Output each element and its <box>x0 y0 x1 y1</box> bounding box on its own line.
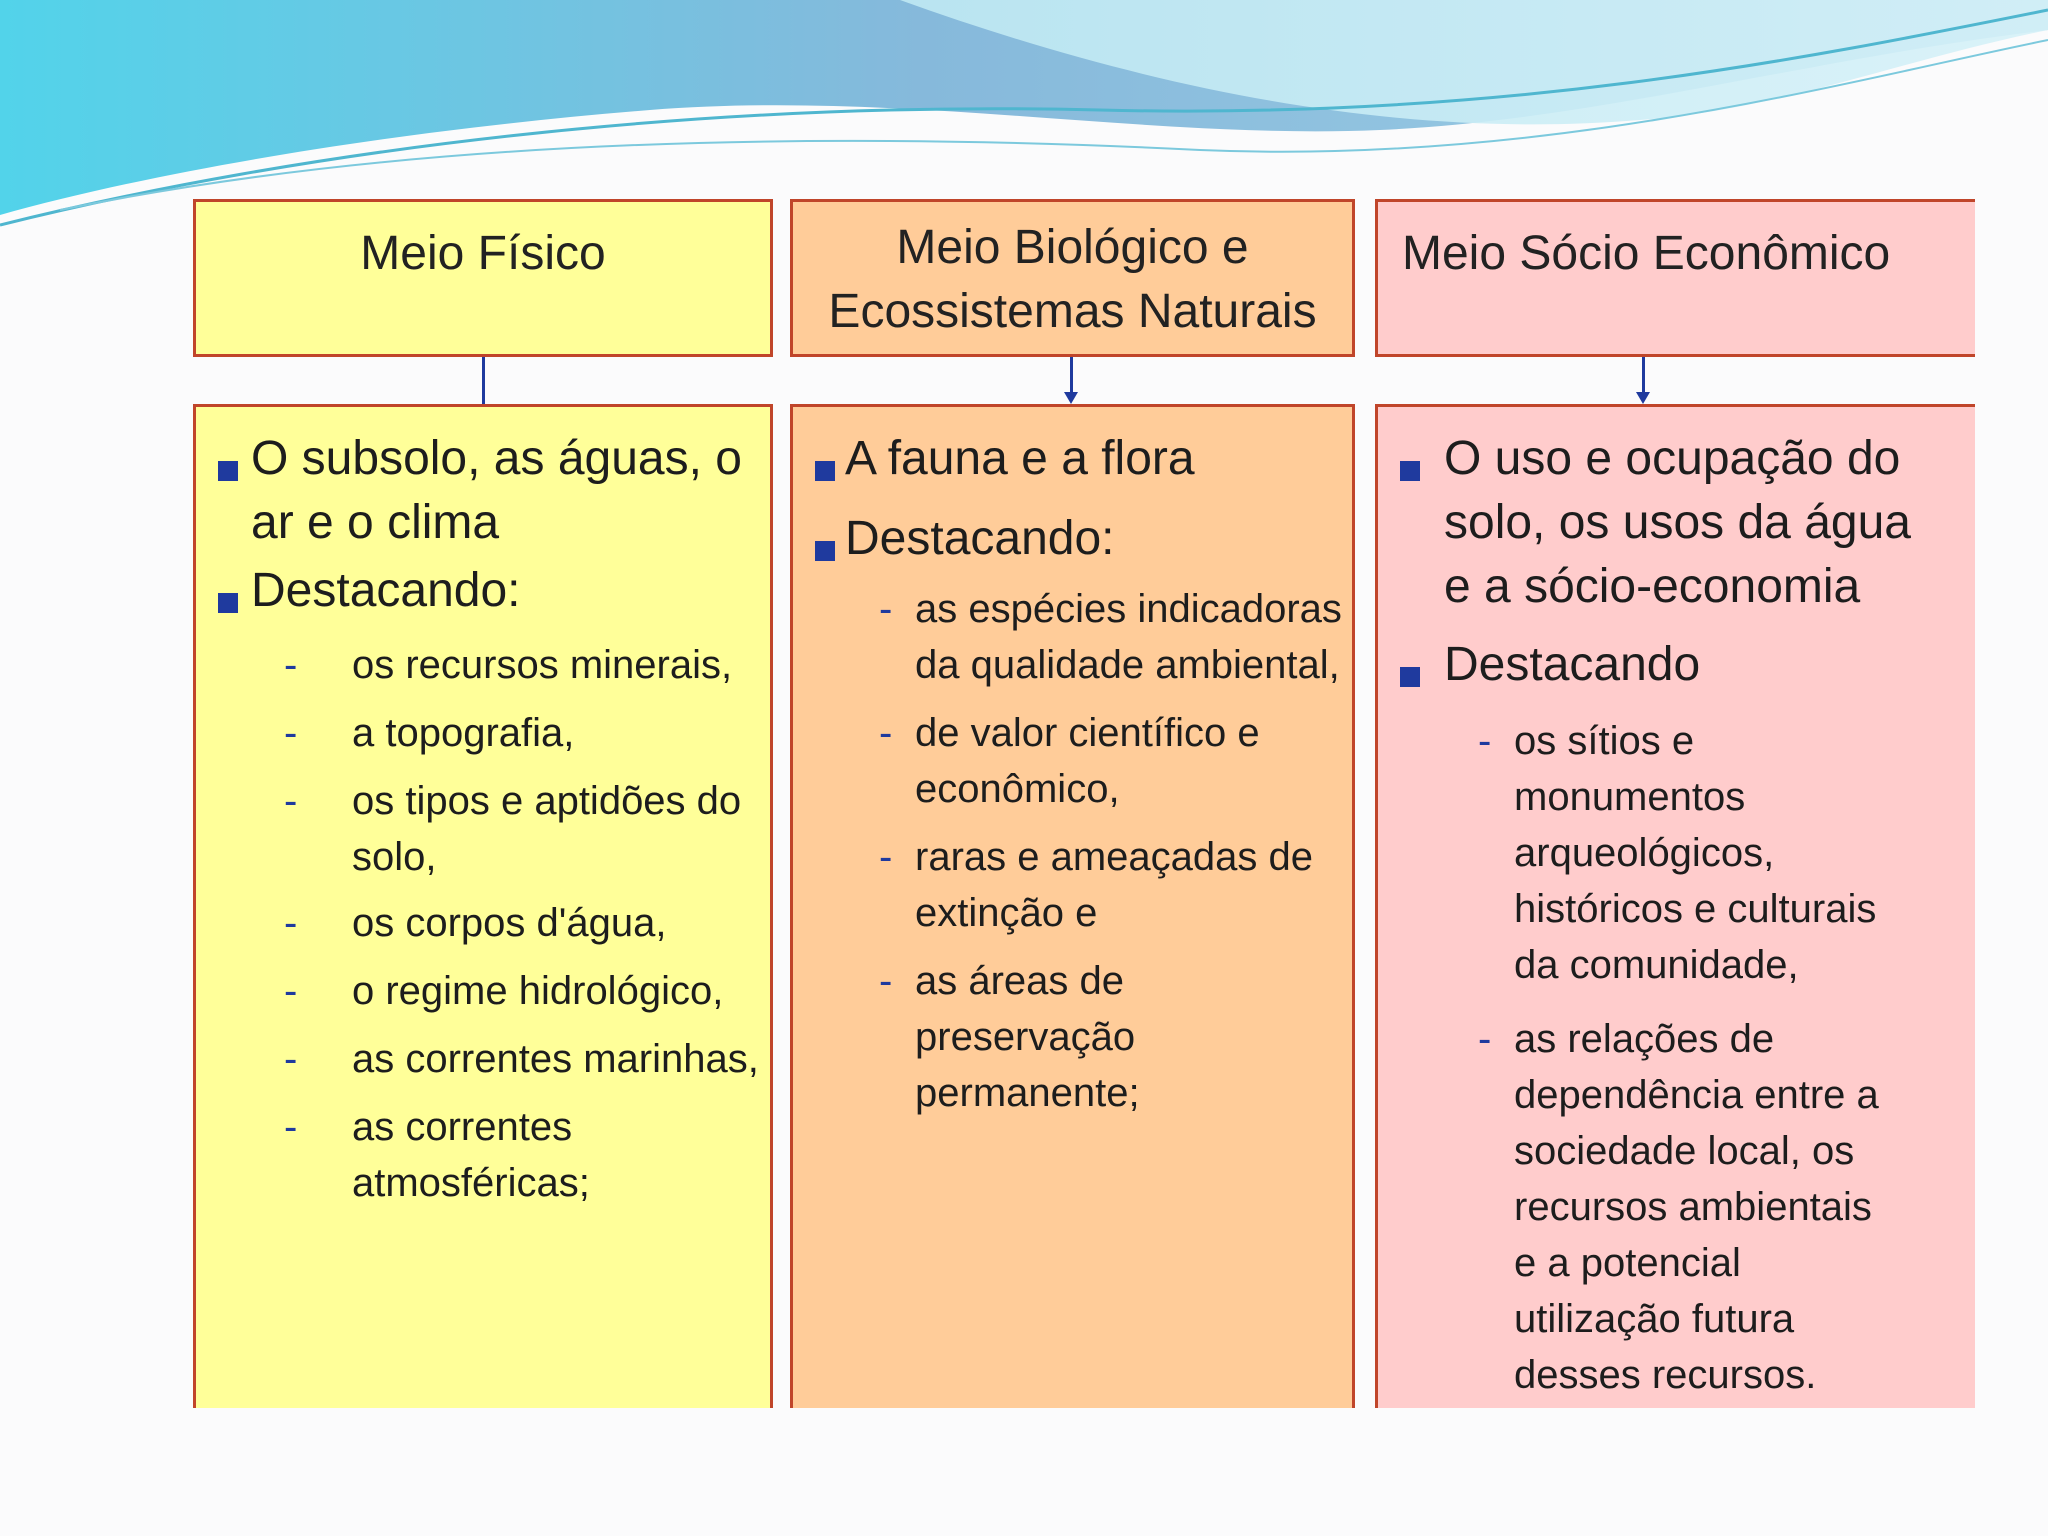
bullet-text <box>251 427 742 555</box>
subitem-line: as áreas de <box>915 959 1125 1003</box>
bullet-text <box>251 559 521 623</box>
subitem-line: sociedade local, os <box>1514 1129 1855 1173</box>
header-line: Ecossistemas Naturais <box>828 285 1317 338</box>
subitem-line: monumentos <box>1514 775 1746 819</box>
header-box-socioeconomic <box>1375 199 1975 357</box>
bullet-line: e a sócio-economia <box>1444 560 1861 613</box>
bullet-square-icon <box>1400 461 1420 481</box>
connector-line <box>482 357 485 404</box>
subitem-line: os sítios e <box>1514 719 1695 763</box>
subitem-line: recursos ambientais <box>1514 1185 1872 1229</box>
body-box-socioeconomic <box>1375 404 1975 1408</box>
subitem-text <box>352 1099 590 1211</box>
bullet-line: solo, os usos da água <box>1444 496 1911 549</box>
subitem-text <box>352 1031 759 1087</box>
connector-line <box>1642 357 1645 393</box>
subitem-text <box>915 581 1342 693</box>
subitem-line: os tipos e aptidões do <box>352 779 742 823</box>
subitem-line: as correntes <box>352 1105 573 1149</box>
subitem-line: extinção e <box>915 891 1098 935</box>
bullet-text <box>845 427 1195 491</box>
subitem-line: de valor científico e <box>915 711 1260 755</box>
header-line: Meio Físico <box>360 227 606 280</box>
bullet-text <box>845 507 1115 571</box>
subitem-line: as relações de <box>1514 1017 1775 1061</box>
subitem-line: arqueológicos, <box>1514 831 1775 875</box>
subitem-line: os recursos minerais, <box>352 643 733 687</box>
subitem-line: desses recursos. <box>1514 1353 1817 1397</box>
dash-icon: - <box>284 711 298 755</box>
body-box-biological <box>790 404 1355 1408</box>
bullet-line: Destacando: <box>251 564 521 617</box>
subitem-text <box>352 705 574 761</box>
subitem-line: a topografia, <box>352 711 575 755</box>
dash-icon: - <box>284 901 298 945</box>
dash-icon: - <box>879 835 893 879</box>
bullet-text <box>1444 427 1911 619</box>
connector-line <box>1070 357 1073 393</box>
dash-icon: - <box>879 587 893 631</box>
bullet-line: Destacando: <box>845 512 1115 565</box>
dash-icon: - <box>1478 719 1492 763</box>
header-box-physical <box>193 199 773 357</box>
subitem-line: raras e ameaçadas de <box>915 835 1314 879</box>
subitem-line: as correntes marinhas, <box>352 1037 759 1081</box>
subitem-line: preservação <box>915 1015 1136 1059</box>
body-box-physical <box>193 404 773 1408</box>
subitem-text <box>915 829 1313 941</box>
subitem-line: da comunidade, <box>1514 943 1799 987</box>
bullet-square-icon <box>815 541 835 561</box>
header-line: Meio Sócio Econômico <box>1402 227 1891 280</box>
bullet-line: Destacando <box>1444 638 1701 691</box>
bullet-text <box>1444 633 1700 697</box>
header-text <box>1402 222 1890 286</box>
bullet-square-icon <box>218 593 238 613</box>
dash-icon: - <box>284 969 298 1013</box>
subitem-text <box>915 953 1140 1121</box>
subitem-text <box>1514 1011 1879 1403</box>
bullet-line: O subsolo, as águas, o <box>251 432 742 485</box>
subitem-line: utilização futura <box>1514 1297 1795 1341</box>
subitem-text <box>915 705 1260 817</box>
bullet-square-icon <box>218 461 238 481</box>
header-box-biological <box>790 199 1355 357</box>
subitem-line: permanente; <box>915 1071 1140 1115</box>
dash-icon: - <box>284 1037 298 1081</box>
dash-icon: - <box>284 779 298 823</box>
subitem-line: econômico, <box>915 767 1120 811</box>
subitem-line: históricos e culturais <box>1514 887 1877 931</box>
subitem-line: dependência entre a <box>1514 1073 1879 1117</box>
arrow-down-icon <box>1636 392 1650 404</box>
header-line: Meio Biológico e <box>896 221 1249 274</box>
header-text <box>828 216 1316 344</box>
subitem-text <box>352 637 732 693</box>
dash-icon: - <box>1478 1017 1492 1061</box>
bullet-line: O uso e ocupação do <box>1444 432 1901 485</box>
bullet-square-icon <box>815 461 835 481</box>
arrow-down-icon <box>1064 392 1078 404</box>
dash-icon: - <box>879 959 893 1003</box>
subitem-line: da qualidade ambiental, <box>915 643 1340 687</box>
subitem-text <box>352 963 723 1019</box>
subitem-text <box>352 895 667 951</box>
dash-icon: - <box>284 1105 298 1149</box>
subitem-line: as espécies indicadoras <box>915 587 1342 631</box>
dash-icon: - <box>284 643 298 687</box>
bullet-line: A fauna e a flora <box>845 432 1195 485</box>
subitem-text <box>1514 713 1876 993</box>
subitem-text <box>352 773 741 885</box>
subitem-line: os corpos d'água, <box>352 901 667 945</box>
subitem-line: o regime hidrológico, <box>352 969 724 1013</box>
subitem-line: solo, <box>352 835 437 879</box>
header-text <box>360 222 605 286</box>
bullet-line: ar e o clima <box>251 496 500 549</box>
bullet-square-icon <box>1400 667 1420 687</box>
subitem-line: e a potencial <box>1514 1241 1741 1285</box>
subitem-line: atmosféricas; <box>352 1161 590 1205</box>
dash-icon: - <box>879 711 893 755</box>
